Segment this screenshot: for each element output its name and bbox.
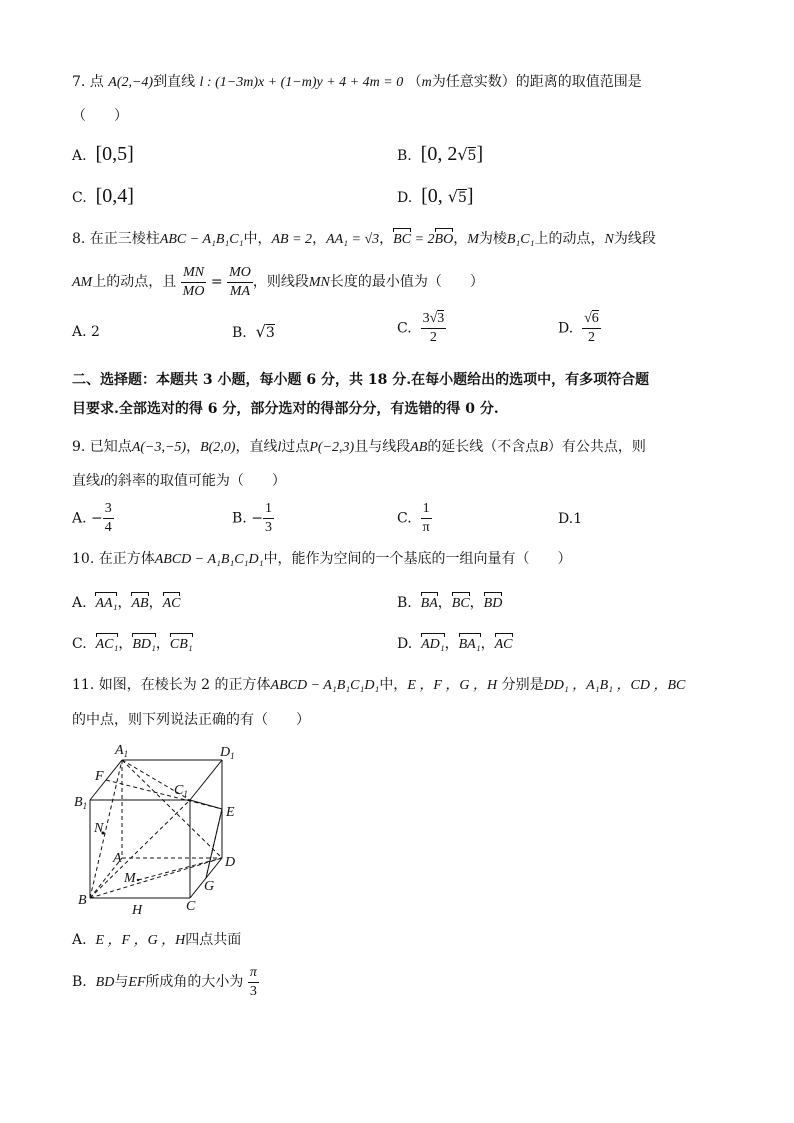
label-d: D [225,855,236,870]
vector-bo: BO [435,230,454,250]
q11-stem-line2: 的中点，则下列说法正确的有（ ） [72,712,310,728]
seg-c1-e [190,800,222,809]
label-a: A [113,851,122,866]
q8-option-c[interactable]: C. $\frac{3√3}{2}$ [397,311,445,345]
q9-option-c[interactable]: C. $\frac{1}{\pi}$ [397,501,430,535]
sqrt-symbol: √ [457,145,468,164]
label-b1: $B_1$ [74,795,88,811]
q10-option-b[interactable]: B. BA，BC，BD [397,593,502,614]
q7-blank: （ ） [72,108,128,124]
point-m [137,879,139,881]
q7-option-a[interactable]: A. [0,5] [72,143,134,165]
q9-option-b[interactable]: B. − $\frac{1}{3}$ [232,501,272,535]
label-a1: $A_1$ [115,743,129,759]
q7-point: A(2,−4) [108,75,154,90]
q8-stem-line2: AM上的动点，且 $\frac{MN}{MO}$ = $\frac{MO}{MA}$ ，则线段MN长度的最小值为（ ） [72,264,484,299]
q10-option-c[interactable]: C. AC₁，BD₁，CB₁ [72,634,193,655]
fraction-mn-mo: $\frac{MN}{MO}$ [182,264,205,299]
edge-c1-d1 [190,760,222,800]
section2-heading-line1: 二、选择题：本题共 3 小题，每小题 6 分，共 18 分.在每小题给出的选项中，有多项符合题 [72,372,650,388]
q8-option-d[interactable]: D. $\frac{√6}{2}$ [558,311,599,345]
fraction-mo-ma: $\frac{MO}{MA}$ [229,264,251,299]
q10-option-d[interactable]: D. AD₁，BA₁，AC [397,634,513,655]
section2-heading-line2: 目要求.全部选对的得 6 分，部分选对的得部分分，有选错的得 0 分. [72,401,499,417]
seg-a1-d [122,760,222,858]
q11-option-a[interactable]: A. E ，F ，G ，H四点共面 [72,932,242,948]
cube-figure [70,740,250,920]
q8-stem-line1: 8. 在正三棱柱ABC − A₁B₁C₁中，AB = 2，AA₁ = √3，BC = 2BO，M为棱B₁C₁上的动点，N为线段 [72,229,656,250]
label-f: F [95,769,104,784]
label-m: M [124,871,136,886]
q10-stem: 10. 在正方体ABCD − A₁B₁C₁D₁中，能作为空间的一个基底的一组向量有（ ） [72,551,572,567]
seg-f-e [106,780,222,809]
q11-option-b[interactable]: B. BD与EF所成角的大小为 $\frac{\pi}{3}$ [72,964,257,999]
label-c: C [186,899,196,914]
q7-line-equation: l : (1−3m)x + (1−m)y + 4 + 4m = 0 [199,75,404,90]
label-d1: $D_1$ [220,745,235,761]
q9-option-d[interactable]: D.1 [558,511,583,527]
vector-bc: BC [393,230,411,250]
q8-option-a[interactable]: A. 2 [72,324,100,340]
q7-option-d[interactable]: D. [0, √5] [397,185,474,207]
q8-option-b[interactable]: B. √3 [232,322,275,341]
label-g: G [204,879,215,894]
q9-stem-line1: 9. 已知点A(−3,−5)，B(2,0)，直线l过点P(−2,3)且与线段AB的延长线（不含点B）有公共点，则 [72,439,646,455]
q7-option-b[interactable]: B. [0, 2√5] [397,143,484,165]
label-h: H [132,903,143,918]
label-n: N [94,821,104,836]
label-e: E [226,805,235,820]
q7-option-c[interactable]: C. [0,4] [72,185,134,207]
label-b: B [78,893,87,908]
q9-option-a[interactable]: A. − $\frac{3}{4}$ [72,501,112,535]
q9-stem-line2: 直线l的斜率的取值可能为（ ） [72,473,286,489]
q11-stem-line1: 11. 如图，在棱长为 2 的正方体ABCD − A₁B₁C₁D₁中，E ，F ，G ，H 分别是DD₁ ，A₁B₁ ，CD ，BC [72,677,686,693]
q7-stem: 7. 点 A(2,−4)到直线 l : (1−3m)x + (1−m)y + 4 + 4m = 0 （m为任意实数）的距离的取值范围是 [72,74,642,90]
q10-option-a[interactable]: A. AA₁，AB，AC [72,593,180,614]
sqrt-symbol: √ [447,187,458,206]
label-c1: $C_1$ [174,783,188,799]
